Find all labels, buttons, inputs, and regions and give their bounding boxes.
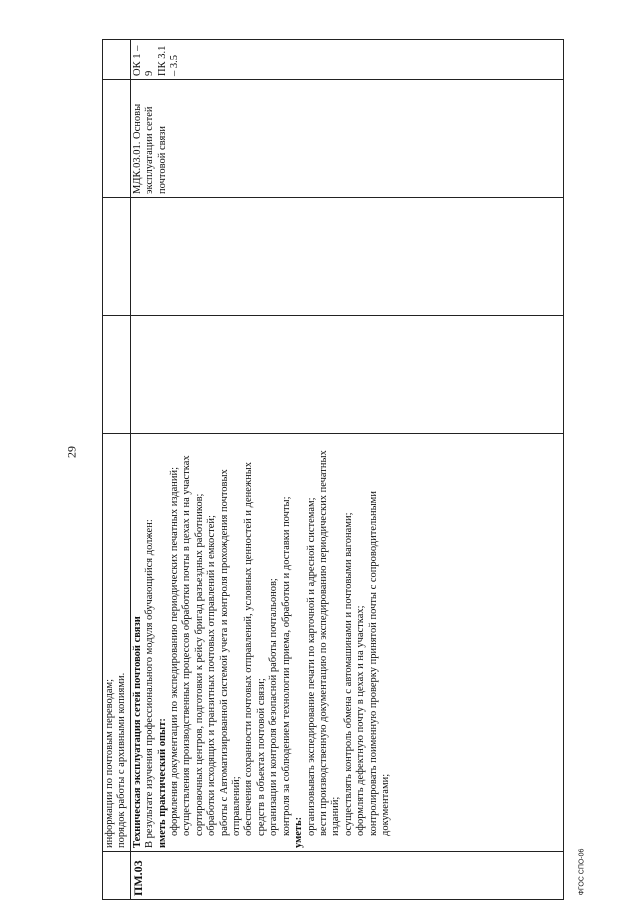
cell-empty — [130, 316, 563, 434]
module-line: контроля за соблюдением технологии приема, обработки и доставки почты; — [280, 496, 292, 836]
competency-pk: ПК 3.1 – 3.5 — [156, 45, 181, 76]
discipline-cell — [130, 80, 563, 198]
table-row-continuation — [103, 40, 131, 900]
curriculum-table — [102, 39, 564, 900]
module-line: работы с Автоматизированной системой учета и контроля прохождения почтовых отправлений; — [218, 469, 243, 836]
cell-code-empty — [103, 852, 131, 900]
page-number: 29 — [64, 446, 79, 458]
footer-code: ФГОС СПО-06 — [578, 848, 586, 896]
cell-continuation-text — [103, 434, 131, 852]
cell-empty — [103, 198, 131, 316]
discipline-name: МДК.03.01. Основы эксплуатации сетей почтовой связи — [131, 103, 168, 194]
module-description — [130, 434, 563, 852]
module-line: оформлять дефектную почту в цехах и на участках; — [355, 605, 367, 836]
cell-empty — [130, 198, 563, 316]
competencies-cell — [130, 40, 563, 80]
module-line: осуществлять контроль обмена с автомашинами и почтовыми вагонами; — [342, 512, 354, 836]
module-code: ПМ.03 — [130, 852, 563, 900]
competency-ok: ОК 1 – 9 — [131, 45, 156, 76]
cell-empty — [103, 80, 131, 198]
module-line: контролировать поименную проверку принятой почты с сопроводительными документами; — [367, 491, 391, 836]
cell-empty — [103, 40, 131, 80]
module-line: вести производственную документацию по экспедированию периодических печатных изданий; — [317, 450, 342, 836]
module-line: В результате изучения профессионального модуля обучающийся должен: — [144, 519, 156, 848]
rotated-page-content — [102, 40, 562, 900]
module-line: обработки исходящих и транзитных почтовых отправлений и емкостей; — [206, 515, 218, 836]
module-line: организовывать экспедирование печати по карточной и адресной системам; — [305, 497, 317, 836]
module-line: обеспечения сохранности почтовых отправлений, условных ценностей и денежных средств в объектах почтовой связи; — [243, 461, 267, 836]
cell-empty — [103, 316, 131, 434]
continuation-line: информации по почтовым переводам; — [104, 678, 115, 848]
continuation-line: порядок работы с архивными копиями. — [116, 672, 128, 848]
module-line: осуществления производственных процессов обработки почты в цехах и на участках сортировочных центров, подготовки к рейсу бригад разъездных работников; — [181, 455, 205, 836]
module-line: оформления документации по экспедированию периодических печатных изданий; — [169, 466, 181, 836]
table-row-module — [130, 40, 563, 900]
module-line: организации и контроля безопасной работы почтальонов; — [268, 578, 280, 836]
section-heading: уметь: — [293, 816, 305, 848]
module-title: Техническая эксплуатация сетей почтовой связи — [131, 616, 143, 848]
section-heading: иметь практический опыт: — [156, 718, 168, 848]
